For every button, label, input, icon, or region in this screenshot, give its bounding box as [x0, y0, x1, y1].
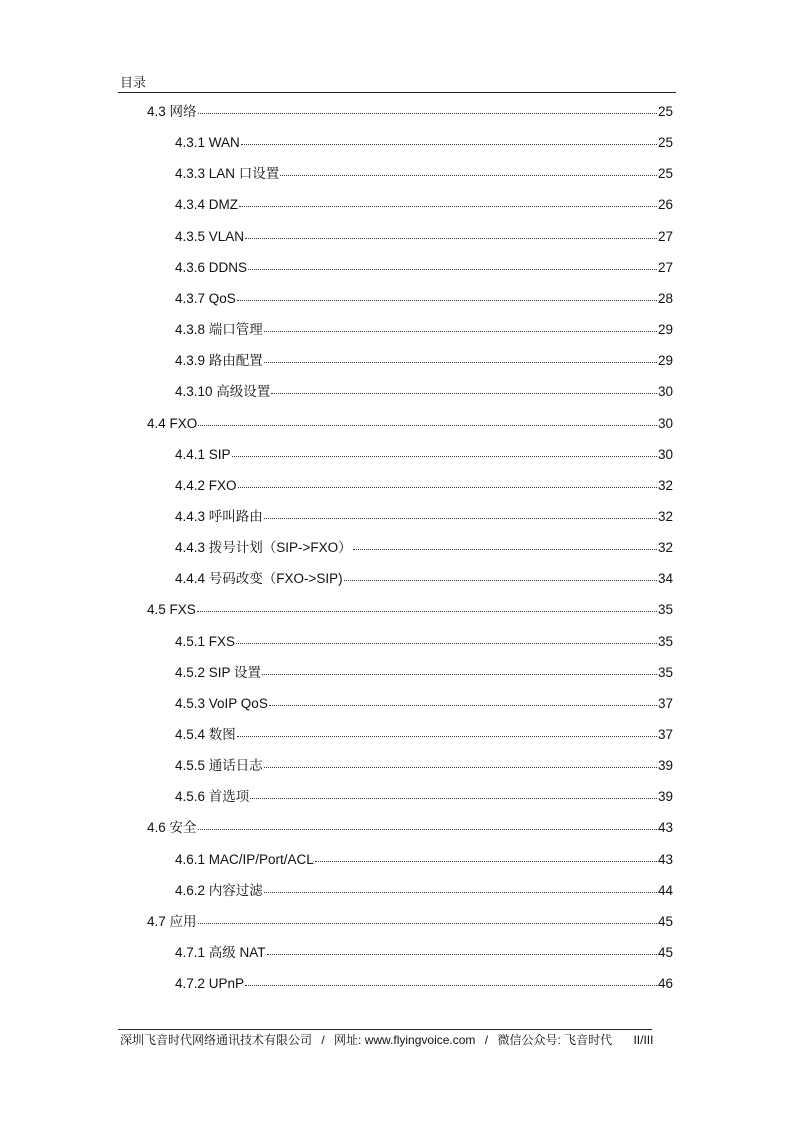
footer-divider	[118, 1029, 652, 1030]
toc-entry-label: 4.5.5 通话日志	[175, 758, 263, 774]
toc-entry[interactable]	[175, 291, 673, 307]
toc-entry-page-number: 39	[657, 789, 673, 805]
toc-entry-page-number: 27	[657, 228, 673, 244]
toc-entry-page-number: 37	[657, 695, 673, 711]
toc-entry-label: 4.7 应用	[147, 913, 197, 929]
toc-entry-label: 4.5 FXS	[147, 602, 196, 618]
toc-entry-label: 4.3.3 LAN 口设置	[175, 166, 280, 182]
toc-entry-label: 4.3.1 WAN	[175, 135, 240, 151]
toc-entry[interactable]	[175, 509, 673, 525]
toc-entry-label: 4.5.1 FXS	[175, 633, 236, 649]
toc-dot-leader	[269, 705, 657, 706]
toc-entry-page-number: 34	[657, 571, 673, 587]
toc-entry[interactable]	[147, 602, 673, 618]
toc-entry-label: 4.4.2 FXO	[175, 477, 237, 493]
toc-entry[interactable]	[175, 665, 673, 681]
footer-wechat: 微信公众号: 飞音时代	[497, 1033, 613, 1047]
toc-entry[interactable]	[175, 976, 673, 992]
toc-entry-label: 4.5.2 SIP 设置	[175, 664, 262, 680]
toc-entry[interactable]	[175, 945, 673, 961]
toc-entry-page-number: 29	[657, 322, 673, 338]
toc-dot-leader	[238, 487, 657, 488]
footer-separator: /	[321, 1033, 325, 1047]
toc-entry-page-number: 35	[657, 633, 673, 649]
toc-entry-label: 4.3.5 VLAN	[175, 228, 245, 244]
toc-dot-leader	[237, 736, 657, 737]
toc-dot-leader	[239, 206, 657, 207]
toc-dot-leader	[232, 456, 657, 457]
toc-dot-leader	[198, 829, 657, 830]
toc-entry-label: 4.3.6 DDNS	[175, 259, 248, 275]
toc-entry-page-number: 29	[657, 353, 673, 369]
toc-entry[interactable]	[175, 166, 673, 182]
toc-entry-page-number: 44	[657, 882, 673, 898]
toc-entry-label: 4.3.7 QoS	[175, 290, 236, 306]
toc-entry-page-number: 46	[657, 976, 673, 992]
toc-dot-leader	[198, 113, 657, 114]
toc-entry-page-number: 30	[657, 446, 673, 462]
toc-entry-page-number: 45	[657, 913, 673, 929]
toc-entry[interactable]	[175, 852, 673, 868]
toc-entry-page-number: 39	[657, 758, 673, 774]
toc-entry[interactable]	[147, 416, 673, 432]
toc-entry[interactable]	[147, 914, 673, 930]
toc-entry-page-number: 35	[657, 664, 673, 680]
toc-dot-leader	[280, 175, 657, 176]
toc-entry-page-number: 45	[657, 945, 673, 961]
toc-dot-leader	[250, 798, 657, 799]
toc-entry-page-number: 43	[657, 851, 673, 867]
toc-entry[interactable]	[175, 634, 673, 650]
toc-entry-page-number: 35	[657, 602, 673, 618]
toc-entry-page-number: 32	[657, 540, 673, 556]
toc-entry[interactable]	[175, 883, 673, 899]
toc-dot-leader	[267, 954, 657, 955]
toc-dot-leader	[264, 518, 657, 519]
footer-website: 网址: www.flyingvoice.com	[334, 1033, 476, 1047]
toc-entry[interactable]	[175, 135, 673, 151]
toc-entry-label: 4.6.2 内容过滤	[175, 882, 263, 898]
toc-entry[interactable]	[175, 571, 673, 587]
toc-entry[interactable]	[175, 229, 673, 245]
toc-entry[interactable]	[175, 353, 673, 369]
toc-entry[interactable]	[175, 322, 673, 338]
toc-entry-label: 4.5.3 VoIP QoS	[175, 695, 268, 711]
toc-entry-page-number: 26	[657, 197, 673, 213]
toc-entry-label: 4.3.4 DMZ	[175, 197, 239, 213]
toc-dot-leader	[262, 674, 657, 675]
toc-dot-leader	[198, 923, 657, 924]
footer-company: 深圳飞音时代网络通讯技术有限公司	[120, 1033, 313, 1047]
toc-entry[interactable]	[175, 384, 673, 400]
toc-entry-page-number: 30	[657, 384, 673, 400]
toc-entry[interactable]	[175, 447, 673, 463]
toc-dot-leader	[344, 580, 657, 581]
toc-dot-leader	[237, 300, 657, 301]
toc-dot-leader	[353, 549, 657, 550]
toc-entry-label: 4.4.3 拨号计划（SIP->FXO）	[175, 540, 352, 556]
toc-entry-label: 4.5.6 首选项	[175, 789, 250, 805]
toc-entry-label: 4.6.1 MAC/IP/Port/ACL	[175, 851, 314, 867]
toc-entry-label: 4.3.9 路由配置	[175, 353, 263, 369]
toc-entry-page-number: 25	[657, 166, 673, 182]
toc-entry[interactable]	[147, 104, 673, 120]
footer-page-indicator: II/III	[633, 1033, 654, 1047]
toc-entry-page-number: 27	[657, 259, 673, 275]
toc-dot-leader	[264, 767, 657, 768]
toc-dot-leader	[315, 861, 657, 862]
page-header-title: 目录	[120, 75, 147, 90]
toc-dot-leader	[236, 643, 657, 644]
toc-dot-leader	[264, 892, 657, 893]
toc-dot-leader	[241, 144, 657, 145]
toc-entry-page-number: 30	[657, 415, 673, 431]
toc-entry-page-number: 28	[657, 290, 673, 306]
toc-entry-page-number: 43	[657, 820, 673, 836]
toc-entry-label: 4.3.10 高级设置	[175, 384, 271, 400]
toc-dot-leader	[248, 269, 657, 270]
toc-entry[interactable]	[175, 197, 673, 213]
toc-entry-label: 4.4.4 号码改变（FXO->SIP)	[175, 571, 343, 587]
toc-entry[interactable]	[175, 540, 673, 556]
toc-dot-leader	[198, 425, 657, 426]
toc-dot-leader	[197, 611, 657, 612]
toc-entry[interactable]	[175, 260, 673, 276]
toc-entry-label: 4.4 FXO	[147, 415, 198, 431]
toc-dot-leader	[245, 238, 657, 239]
toc-entry-label: 4.4.1 SIP	[175, 446, 231, 462]
toc-entry-page-number: 25	[657, 104, 673, 119]
toc-entry-page-number: 32	[657, 477, 673, 493]
toc-entry-page-number: 32	[657, 508, 673, 524]
toc-entry-page-number: 37	[657, 727, 673, 742]
toc-entry[interactable]	[175, 789, 673, 805]
toc-dot-leader	[264, 362, 657, 363]
toc-entry-label: 4.4.3 呼叫路由	[175, 508, 263, 524]
toc-entry[interactable]	[175, 727, 673, 743]
toc-entry-label: 4.6 安全	[147, 820, 197, 836]
toc-entry-label: 4.5.4 数图	[175, 727, 236, 742]
toc-entry[interactable]	[147, 820, 673, 836]
toc-entry-label: 4.3 网络	[147, 104, 197, 119]
footer-separator: /	[484, 1033, 489, 1047]
toc-entry-label: 4.7.2 UPnP	[175, 976, 245, 992]
toc-dot-leader	[271, 393, 657, 394]
toc-entry-label: 4.3.8 端口管理	[175, 322, 263, 338]
toc-entry-page-number: 25	[657, 135, 673, 151]
toc-entry[interactable]	[175, 696, 673, 712]
toc-dot-leader	[245, 985, 657, 986]
toc-dot-leader	[264, 331, 657, 332]
toc-entry[interactable]	[175, 478, 673, 494]
toc-entry[interactable]	[175, 758, 673, 774]
page-footer	[120, 1033, 659, 1047]
toc-entry-label: 4.7.1 高级 NAT	[175, 945, 266, 961]
